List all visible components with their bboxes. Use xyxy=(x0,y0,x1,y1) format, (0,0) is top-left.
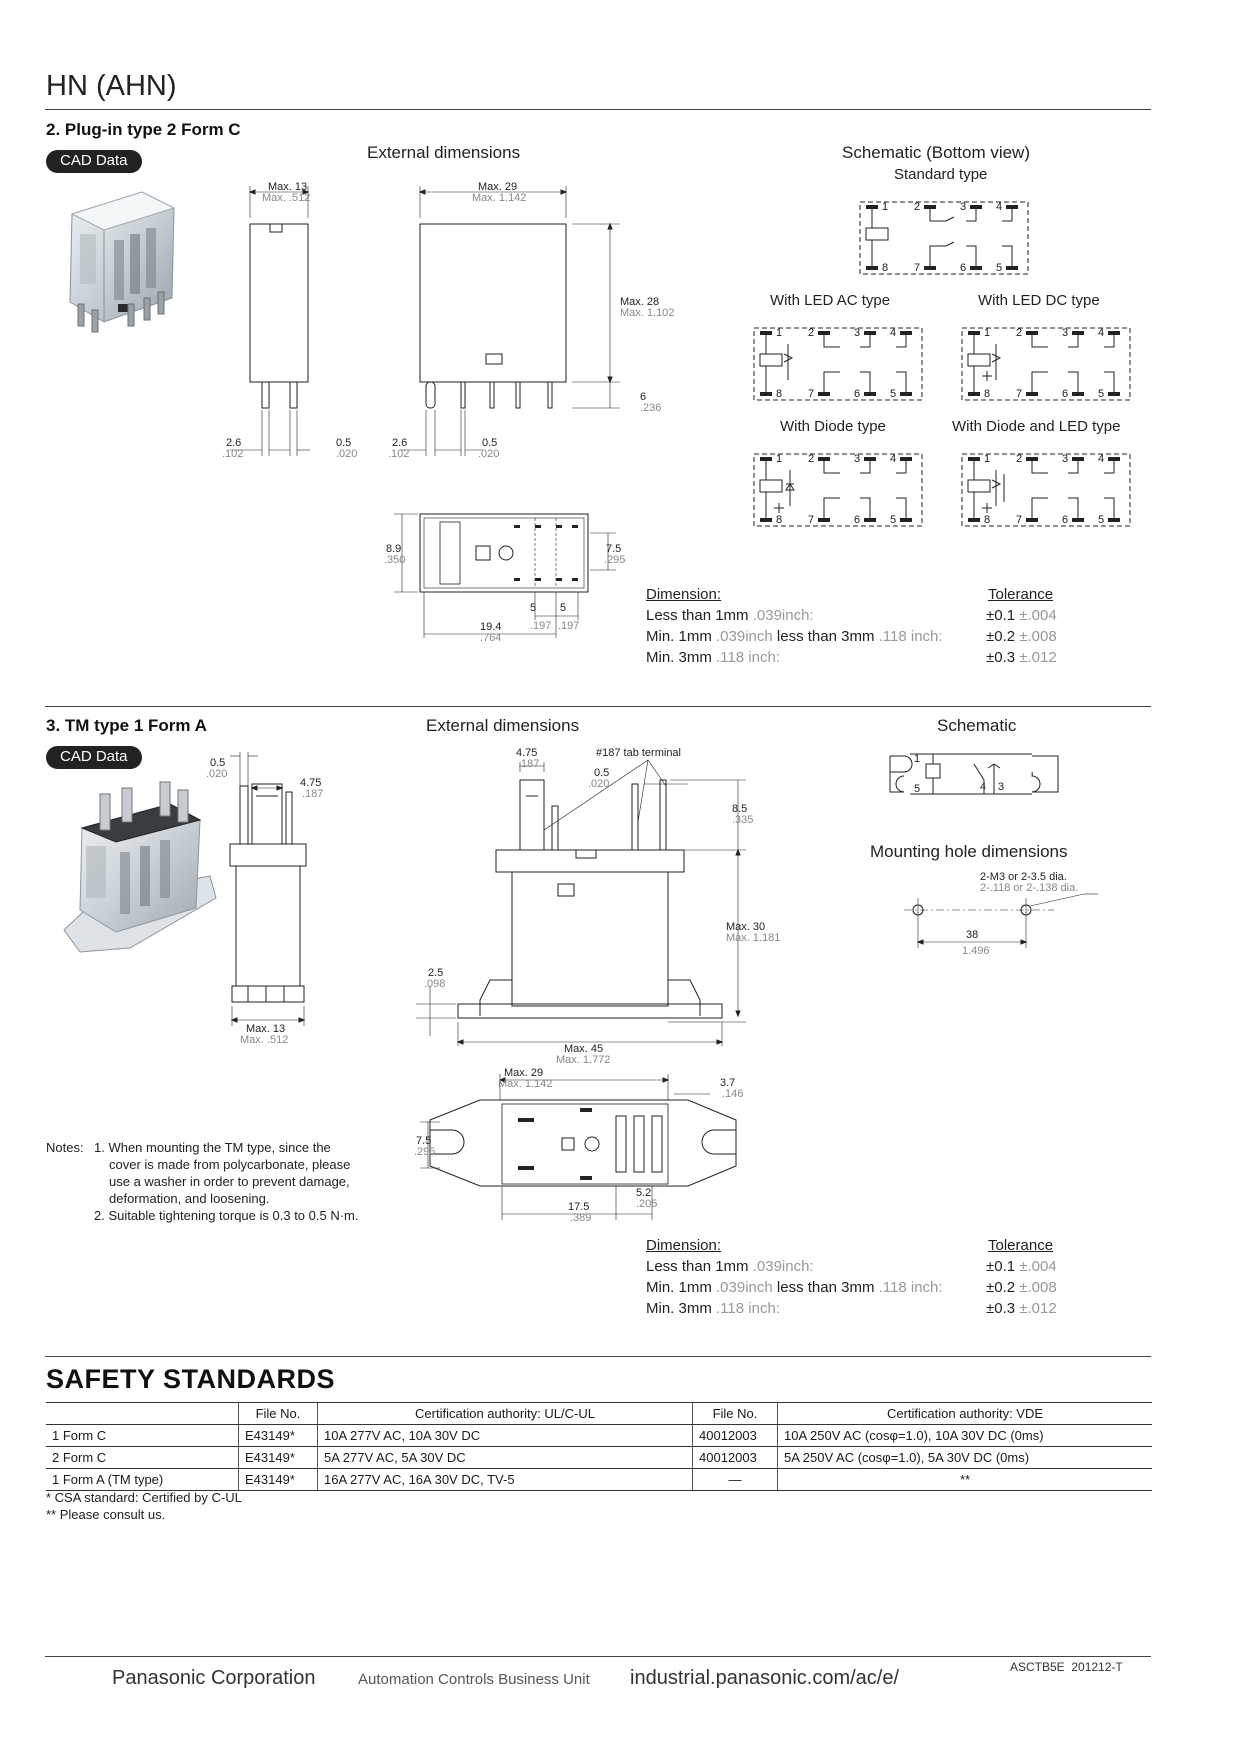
tm-tol-row-2: Min. 1mm .039inch less than 3mm .118 inch: xyxy=(646,1279,943,1296)
svg-text:4: 4 xyxy=(996,201,1003,213)
schematic-diode-led-label: With Diode and LED type xyxy=(952,418,1121,435)
section3-heading: 3. TM type 1 Form A xyxy=(46,716,207,735)
svg-text:7: 7 xyxy=(808,388,815,400)
dim-max28: Max. 28 xyxy=(620,296,660,308)
safety-cell: ** xyxy=(778,1469,1153,1491)
svg-text:4: 4 xyxy=(890,327,897,339)
dim-8-9-in: .350 xyxy=(384,554,406,566)
cad-data-button-tm[interactable]: CAD Data xyxy=(46,746,142,769)
svg-text:3: 3 xyxy=(854,453,861,465)
svg-text:1: 1 xyxy=(984,453,991,465)
cad-data-button-plugin[interactable]: CAD Data xyxy=(46,150,142,173)
tm-dim-17-5-in: .389 xyxy=(570,1212,592,1224)
footer-rule xyxy=(45,1656,1151,1657)
schematic-led-dc-label: With LED DC type xyxy=(978,292,1100,309)
svg-text:3: 3 xyxy=(960,201,967,213)
section3-external-title: External dimensions xyxy=(426,716,580,735)
safety-cell: 5A 250V AC (cosφ=1.0), 5A 30V DC (0ms) xyxy=(778,1447,1153,1469)
svg-text:7: 7 xyxy=(914,262,921,274)
safety-title: SAFETY STANDARDS xyxy=(46,1364,336,1394)
svg-text:8: 8 xyxy=(984,514,991,526)
tm-dim-4-75-front: 4.75 xyxy=(516,747,538,759)
safety-col-type xyxy=(46,1403,239,1425)
safety-cell: 40012003 xyxy=(693,1447,778,1469)
mount-hole-label: 2-M3 or 2-3.5 dia. xyxy=(980,871,1067,883)
tm-dim-max45-in: Max. 1.772 xyxy=(556,1054,611,1066)
safety-cell: 5A 277V AC, 5A 30V DC xyxy=(318,1447,693,1469)
tm-dim-max29-in: Max. 1.142 xyxy=(498,1078,553,1090)
svg-text:3: 3 xyxy=(1062,327,1069,339)
title-rule xyxy=(45,109,1151,110)
mounting-hole-title: Mounting hole dimensions xyxy=(870,842,1068,861)
svg-text:8: 8 xyxy=(776,388,783,400)
svg-text:2: 2 xyxy=(914,201,921,213)
dim-max13: Max. 13 xyxy=(268,181,308,193)
dim-8-9: 8.9 xyxy=(386,543,402,555)
safety-cell: 2 Form C xyxy=(46,1447,239,1469)
section3-schematic-title: Schematic xyxy=(937,716,1017,735)
tol-row-2-value: ±0.2 ±.008 xyxy=(986,628,1057,645)
svg-text:8: 8 xyxy=(882,262,889,274)
safety-cell: 16A 277V AC, 16A 30V DC, TV-5 xyxy=(318,1469,693,1491)
tm-front-view xyxy=(416,746,781,1066)
svg-text:7: 7 xyxy=(808,514,815,526)
safety-header-row xyxy=(46,1403,1152,1425)
safety-cell: E43149* xyxy=(239,1469,318,1491)
safety-col-file-ul: File No. xyxy=(239,1403,318,1425)
tm-side-view xyxy=(206,746,350,1066)
dim-0-5-front-in: .020 xyxy=(478,448,500,460)
dim-6-in: .236 xyxy=(640,402,662,414)
footer-url[interactable]: industrial.panasonic.com/ac/e/ xyxy=(630,1667,900,1689)
safety-col-ul: Certification authority: UL/C-UL xyxy=(318,1403,693,1425)
schematic-standard-label: Standard type xyxy=(894,166,988,183)
tm-dim-2-5-in: .098 xyxy=(424,978,446,990)
schematic-diode-led xyxy=(958,450,1134,530)
svg-text:5: 5 xyxy=(914,783,921,795)
dim-7-5: 7.5 xyxy=(606,543,622,555)
dim-0-5-side: 0.5 xyxy=(336,437,352,449)
table-row xyxy=(46,1469,1152,1491)
dim-7-5-in: .295 xyxy=(604,554,626,566)
tm-dim-max45: Max. 45 xyxy=(564,1043,604,1055)
svg-text:4: 4 xyxy=(890,453,897,465)
footer-unit: Automation Controls Business Unit xyxy=(358,1671,590,1688)
relay-photo-plugin xyxy=(58,186,188,346)
dim-19-4: 19.4 xyxy=(480,621,502,633)
tm-dim-3-7: 3.7 xyxy=(720,1077,736,1089)
tm-dim-max30-in: Max. 1.181 xyxy=(726,932,781,944)
tm-bottom-view xyxy=(414,1064,760,1234)
tm-dim-8-5-in: .335 xyxy=(732,814,754,826)
safety-note-2: ** Please consult us. xyxy=(46,1507,166,1522)
tol-row-1: Less than 1mm .039inch: xyxy=(646,607,814,624)
dim-5-a: 5 xyxy=(530,602,537,614)
safety-cell: 1 Form C xyxy=(46,1425,239,1447)
section2-schematic-title: Schematic (Bottom view) xyxy=(842,143,1030,162)
svg-text:5: 5 xyxy=(996,262,1003,274)
schematic-led-ac-label: With LED AC type xyxy=(770,292,891,309)
schematic-led-ac xyxy=(750,324,926,404)
svg-text:1: 1 xyxy=(984,327,991,339)
tm-tol-row-3: Min. 3mm .118 inch: xyxy=(646,1300,780,1317)
tol-row-3-value: ±0.3 ±.012 xyxy=(986,649,1057,666)
tm-dim-0-5-in: .020 xyxy=(206,768,228,780)
dim-max13-in: Max. .512 xyxy=(262,192,311,204)
svg-text:6: 6 xyxy=(854,388,861,400)
note-2: 2. Suitable tightening torque is 0.3 to 0.5 N·m. xyxy=(94,1208,359,1223)
note-1-line-1: 1. When mounting the TM type, since the xyxy=(94,1140,331,1155)
tm-schematic xyxy=(884,740,1064,812)
safety-note-1: * CSA standard: Certified by C-UL xyxy=(46,1490,242,1505)
tm-dim-4-75-front-in: .187 xyxy=(518,758,540,770)
schematic-led-dc xyxy=(958,324,1134,404)
tab-terminal-label: #187 tab terminal xyxy=(596,747,681,759)
tol-tolerance-head: Tolerance xyxy=(988,586,1054,603)
svg-text:5: 5 xyxy=(890,388,897,400)
tm-dim-4-75-side: 4.75 xyxy=(300,777,322,789)
svg-text:2: 2 xyxy=(808,453,815,465)
section2-external-title: External dimensions xyxy=(367,143,521,162)
tm-dim-5-2-in: .205 xyxy=(636,1198,658,1210)
safety-cell: E43149* xyxy=(239,1425,318,1447)
svg-text:1: 1 xyxy=(882,201,889,213)
tm-tol-row-1-value: ±0.1 ±.004 xyxy=(986,1258,1057,1275)
svg-text:4: 4 xyxy=(1098,327,1105,339)
svg-text:2: 2 xyxy=(808,327,815,339)
svg-text:3: 3 xyxy=(1062,453,1069,465)
svg-text:8: 8 xyxy=(984,388,991,400)
schematic-standard xyxy=(856,198,1032,278)
svg-text:1: 1 xyxy=(914,753,921,765)
note-1-line-3: use a washer in order to prevent damage, xyxy=(109,1174,350,1189)
safety-cell: 10A 250V AC (cosφ=1.0), 10A 30V DC (0ms) xyxy=(778,1425,1153,1447)
footer-doc-code: ASCTB5E 201212-T xyxy=(1010,1660,1123,1674)
tm-dim-max30: Max. 30 xyxy=(726,921,766,933)
plugin-dimension-drawing xyxy=(210,178,675,468)
dim-max28-in: Max. 1.102 xyxy=(620,307,675,319)
dim-5-b: 5 xyxy=(560,602,567,614)
dim-6: 6 xyxy=(640,391,647,403)
tm-dim-7-5: 7.5 xyxy=(416,1135,432,1147)
tm-tol-row-3-value: ±0.3 ±.012 xyxy=(986,1300,1057,1317)
note-1-line-2: cover is made from polycarbonate, please xyxy=(109,1157,351,1172)
section-divider-1 xyxy=(45,706,1151,707)
footer-company: Panasonic Corporation xyxy=(112,1667,316,1689)
safety-cell: E43149* xyxy=(239,1447,318,1469)
mount-dim-38-in: 1.496 xyxy=(962,945,990,957)
schematic-diode-label: With Diode type xyxy=(780,418,886,435)
svg-text:2: 2 xyxy=(1016,327,1023,339)
tm-tol-row-1: Less than 1mm .039inch: xyxy=(646,1258,814,1275)
dim-0-5-side-in: .020 xyxy=(336,448,358,460)
safety-cell: — xyxy=(693,1469,778,1491)
tm-dim-0-5-front-in: .020 xyxy=(588,778,610,790)
dim-2-6-side: 2.6 xyxy=(226,437,242,449)
safety-cell: 1 Form A (TM type) xyxy=(46,1469,239,1491)
mount-hole-label-in: 2-.118 or 2-.138 dia. xyxy=(980,882,1079,894)
relay-photo-tm xyxy=(60,780,220,960)
tol-row-1-value: ±0.1 ±.004 xyxy=(986,607,1057,624)
dim-5-a-in: .197 xyxy=(530,620,552,632)
svg-text:7: 7 xyxy=(1016,514,1023,526)
section-divider-2 xyxy=(45,1356,1151,1357)
svg-text:6: 6 xyxy=(1062,388,1069,400)
svg-text:6: 6 xyxy=(960,262,967,274)
safety-table xyxy=(46,1402,1152,1491)
schematic-diode xyxy=(750,450,926,530)
table-row xyxy=(46,1425,1152,1447)
tm-tol-row-2-value: ±0.2 ±.008 xyxy=(986,1279,1057,1296)
tm-dim-5-2: 5.2 xyxy=(636,1187,652,1199)
svg-text:2: 2 xyxy=(1016,453,1023,465)
safety-cell: 10A 277V AC, 10A 30V DC xyxy=(318,1425,693,1447)
tm-dim-0-5: 0.5 xyxy=(210,757,226,769)
plugin-bottom-view xyxy=(380,508,640,648)
tm-dim-0-5-front: 0.5 xyxy=(594,767,610,779)
dim-max29: Max. 29 xyxy=(478,181,518,193)
svg-text:6: 6 xyxy=(1062,514,1069,526)
page-title: HN (AHN) xyxy=(46,70,177,102)
dim-0-5-front: 0.5 xyxy=(482,437,498,449)
dim-19-4-in: .764 xyxy=(480,632,502,644)
dim-2-6-front: 2.6 xyxy=(392,437,408,449)
svg-text:4: 4 xyxy=(980,781,987,793)
tm-dim-4-75-side-in: .187 xyxy=(302,788,324,800)
svg-text:6: 6 xyxy=(854,514,861,526)
dim-2-6-front-in: .102 xyxy=(388,448,410,460)
tm-tol-dimension-head: Dimension: xyxy=(646,1237,722,1254)
safety-cell: 40012003 xyxy=(693,1425,778,1447)
dim-max29-in: Max. 1.142 xyxy=(472,192,527,204)
svg-text:1: 1 xyxy=(776,453,783,465)
safety-col-file-vde: File No. xyxy=(693,1403,778,1425)
tm-dim-max29: Max. 29 xyxy=(504,1067,544,1079)
svg-text:7: 7 xyxy=(1016,388,1023,400)
tm-dim-8-5: 8.5 xyxy=(732,803,748,815)
svg-text:3: 3 xyxy=(998,781,1005,793)
svg-text:5: 5 xyxy=(1098,514,1105,526)
section2-heading: 2. Plug-in type 2 Form C xyxy=(46,120,241,139)
dim-5-b-in: .197 xyxy=(558,620,580,632)
svg-text:4: 4 xyxy=(1098,453,1105,465)
tol-row-3: Min. 3mm .118 inch: xyxy=(646,649,780,666)
svg-text:1: 1 xyxy=(776,327,783,339)
tm-dim-2-5: 2.5 xyxy=(428,967,444,979)
tol-row-2: Min. 1mm .039inch less than 3mm .118 inch: xyxy=(646,628,943,645)
svg-text:8: 8 xyxy=(776,514,783,526)
svg-text:5: 5 xyxy=(890,514,897,526)
note-1-line-4: deformation, and loosening. xyxy=(109,1191,270,1206)
tm-tol-tolerance-head: Tolerance xyxy=(988,1237,1054,1254)
svg-text:3: 3 xyxy=(854,327,861,339)
dim-2-6-side-in: .102 xyxy=(222,448,244,460)
tm-dim-max13-in: Max. .512 xyxy=(240,1034,289,1046)
tm-dim-3-7-in: .146 xyxy=(722,1088,744,1100)
mount-dim-38: 38 xyxy=(966,929,979,941)
mounting-hole-drawing xyxy=(884,868,1124,958)
safety-col-vde: Certification authority: VDE xyxy=(778,1403,1153,1425)
tm-dim-7-5-in: .295 xyxy=(414,1146,436,1158)
table-row xyxy=(46,1447,1152,1469)
svg-text:5: 5 xyxy=(1098,388,1105,400)
tol-dimension-head: Dimension: xyxy=(646,586,722,603)
tm-dim-17-5: 17.5 xyxy=(568,1201,590,1213)
tm-dim-max13: Max. 13 xyxy=(246,1023,286,1035)
notes-label: Notes: xyxy=(46,1140,84,1155)
